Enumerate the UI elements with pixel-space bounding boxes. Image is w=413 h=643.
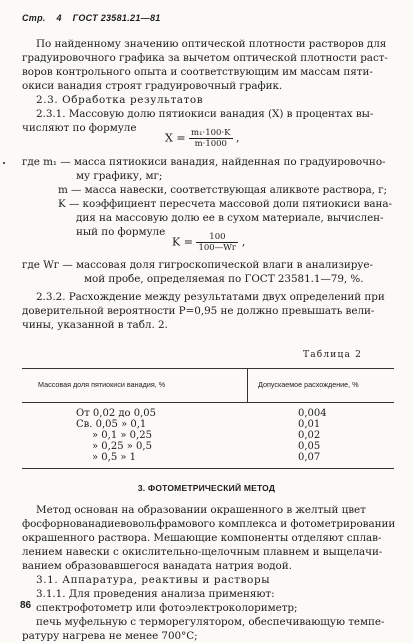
section-title: 3. ФОТОМЕТРИЧЕСКИЙ МЕТОД [137,483,276,493]
page-word: Стр. [22,13,46,23]
table-rule [22,402,394,403]
paragraph-line: доверительной вероятности P=0,95 не должно превышать вели- [22,305,375,317]
page-number: 4 [56,13,62,23]
formula-numerator: m₁·100·K [191,128,231,138]
table-cell: От 0,02 до 0,05 [76,408,156,419]
table-cell: 0,004 [298,408,327,419]
paragraph-line: 2.3.2. Расхождение между результатами двух определений при [36,291,385,303]
paragraph-line: Метод основан на образовании окрашенного в желтый цвет [36,504,366,516]
table-cell: 0,07 [298,452,321,463]
paragraph-line: градуировочного графика за вычетом оптической плотности раст- [22,52,388,64]
formula-denominator: 100—Wг [198,243,237,253]
paragraph-line: спектрофотометр или фотоэлектроколориметр; [36,602,298,614]
paragraph-line: ный по формуле [76,226,166,238]
paragraph-line: окрашенного раствора. Мешающие компоненты отделяют сплав- [22,532,382,544]
paragraph-line: му графику, мг; [76,170,163,182]
formula-fraction [196,232,238,253]
formula-comma: , [241,235,246,249]
formula-lhs: X = [165,131,186,145]
table-caption: Таблица 2 [303,350,363,360]
table-cell: » 0,1 » 0,25 [92,430,152,441]
table-header-cell: Допускаемое расхождение, % [258,380,359,389]
formula-denominator: m·1000 [194,139,227,149]
paragraph-line: окиси ванадия строят градуировочный график. [22,80,283,92]
paragraph-line: печь муфельную с терморегулятором, обеспечивающую темпе- [36,616,385,628]
section-heading: 3.1. Аппаратура, реактивы и растворы [36,574,271,586]
table-cell: 0,05 [298,441,321,452]
footer-page-number: 86 [20,600,32,611]
paragraph-line: где Wг — массовая доля гигроскопической влаги в анализируе- [22,259,373,271]
paragraph-line: 2.3.1. Массовую долю пятиокиси ванадия (X) в процентах вы- [36,108,374,120]
formula-x [165,128,240,149]
paragraph-line: числяют по формуле [22,122,137,134]
running-header [22,13,169,23]
table-rule [22,368,394,369]
paragraph-line: воров контрольного опыта и соответствующим им массам пяти- [22,66,373,78]
formula-k [172,232,245,253]
standard-number: ГОСТ 23581.21—81 [72,13,161,23]
table-cell: Св. 0,05 » 0,1 [76,419,147,430]
table-cell: 0,02 [298,430,321,441]
table-header-cell: Массовая доля пятиокиси ванадия, % [38,380,166,389]
paragraph-line: мой пробе, определяемая по ГОСТ 23581.1—79, %. [84,273,364,285]
section-heading: 2.3. Обработка результатов [36,94,204,106]
paragraph-line: ратуру нагрева не менее 700°С; [22,630,198,642]
table-column-rule [247,368,248,402]
table-cell: » 0,5 » 1 [92,452,137,463]
paragraph-line: где m₁ — масса пятиокиси ванадия, найденная по градуировочно- [22,156,386,168]
table-cell: 0,01 [298,419,321,430]
paragraph-line: дия на массовую долю ее в сухом материале, вычислен- [76,212,384,224]
paragraph-line: 3.1.1. Для проведения анализа применяют: [36,588,275,600]
margin-dot [3,162,5,164]
formula-numerator: 100 [196,232,238,243]
paragraph-line: m — масса навески, соответствующая аликвоте раствора, г; [58,184,387,196]
paragraph-line: лением навески с окислительно-щелочным плавнем и выщелачи- [22,546,383,558]
paragraph-line: K — коэффициент пересчета массовой доли пятиокиси вана- [58,198,393,210]
table-cell: » 0,25 » 0,5 [92,441,152,452]
formula-comma: , [236,131,240,145]
formula-fraction [189,128,232,149]
table-rule [22,468,394,469]
paragraph-line: чины, указанной в табл. 2. [22,319,168,331]
paragraph-line: По найденному значению оптической плотности растворов для [36,38,387,50]
paragraph-line: ванием образовавшегося ванадата натрия водой. [22,560,292,572]
paragraph-line: фосфорнованадиевовольфрамового комплекса и фотометрировании [22,518,396,530]
formula-lhs: K = [172,235,193,249]
